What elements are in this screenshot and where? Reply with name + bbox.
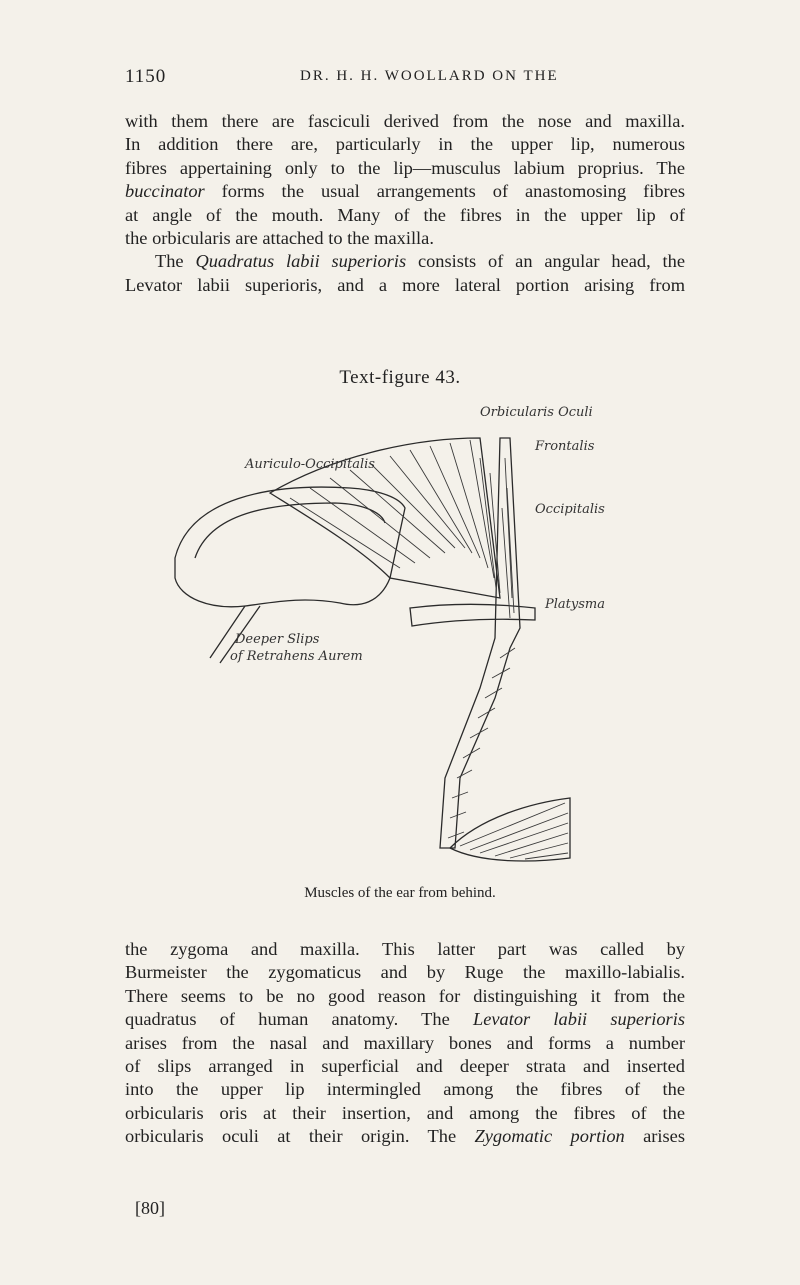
label-orbicularis-oculi: Orbicularis Oculi <box>480 405 593 420</box>
text-line: arises from the nasal and maxillary bones and forms a number <box>125 1032 685 1053</box>
figure-label: Text-figure 43. <box>339 367 461 388</box>
platysma-band <box>410 604 535 626</box>
anatomical-figure <box>150 398 670 878</box>
label-platysma: Platysma <box>545 597 605 612</box>
label-deeper-slips: Deeper Slips <box>235 632 320 647</box>
text-line: There seems to be no good reason for distinguishing it from the <box>125 985 685 1006</box>
paragraph-top <box>125 110 685 297</box>
text-line: buccinator forms the usual arrangements of anastomosing fibres <box>125 181 685 202</box>
text-line: orbicularis oris at their insertion, and among the fibres of the <box>125 1102 685 1123</box>
text-line: Levator labii superioris, and a more lateral portion arising from <box>125 274 685 295</box>
text-line: the zygoma and maxilla. This latter part was called by <box>125 939 685 959</box>
text-line: fibres appertaining only to the lip—musculus labium proprius. The <box>125 157 685 178</box>
folio: [80] <box>135 1198 165 1218</box>
term-quadratus: Quadratus labii superioris <box>195 251 407 272</box>
text-line: orbicularis oculi at their origin. The Zygomatic portion arises <box>125 1126 685 1147</box>
running-head: DR. H. H. WOOLLARD ON THE <box>300 68 559 84</box>
text-line: In addition there are, particularly in the upper lip, numerous <box>125 134 685 155</box>
label-auriculo-occipitalis: Auriculo-Occipitalis <box>245 457 375 472</box>
label-occipitalis: Occipitalis <box>535 502 605 517</box>
text-line: The Quadratus labii superioris consists of an angular head, the <box>155 251 685 272</box>
label-frontalis: Frontalis <box>535 439 595 454</box>
text-line: into the upper lip intermingled among the fibres of the <box>125 1079 685 1100</box>
page-number: 1150 <box>125 66 167 87</box>
figure-caption: Muscles of the ear from behind. <box>304 885 496 901</box>
text-line: with them there are fasciculi derived from the nose and maxilla. <box>125 111 685 131</box>
text-line: the orbicularis are attached to the maxilla. <box>125 228 434 249</box>
ear-muscles-drawing <box>150 398 670 878</box>
text-line: at angle of the mouth. Many of the fibres in the upper lip of <box>125 204 685 225</box>
term-zygomatic: Zygomatic portion <box>474 1126 625 1147</box>
text-line: quadratus of human anatomy. The Levator labii superioris <box>125 1009 685 1030</box>
label-retrahens-aurem: of Retrahens Aurem <box>230 649 363 664</box>
term-buccinator: buccinator <box>125 181 205 202</box>
paragraph-bottom <box>125 938 685 1149</box>
page-header <box>125 66 685 92</box>
text-line: Burmeister the zygomaticus and by Ruge the maxillo-labialis. <box>125 962 685 983</box>
term-levator: Levator labii superioris <box>473 1009 685 1030</box>
text-line: of slips arranged in superficial and deeper strata and inserted <box>125 1056 685 1077</box>
